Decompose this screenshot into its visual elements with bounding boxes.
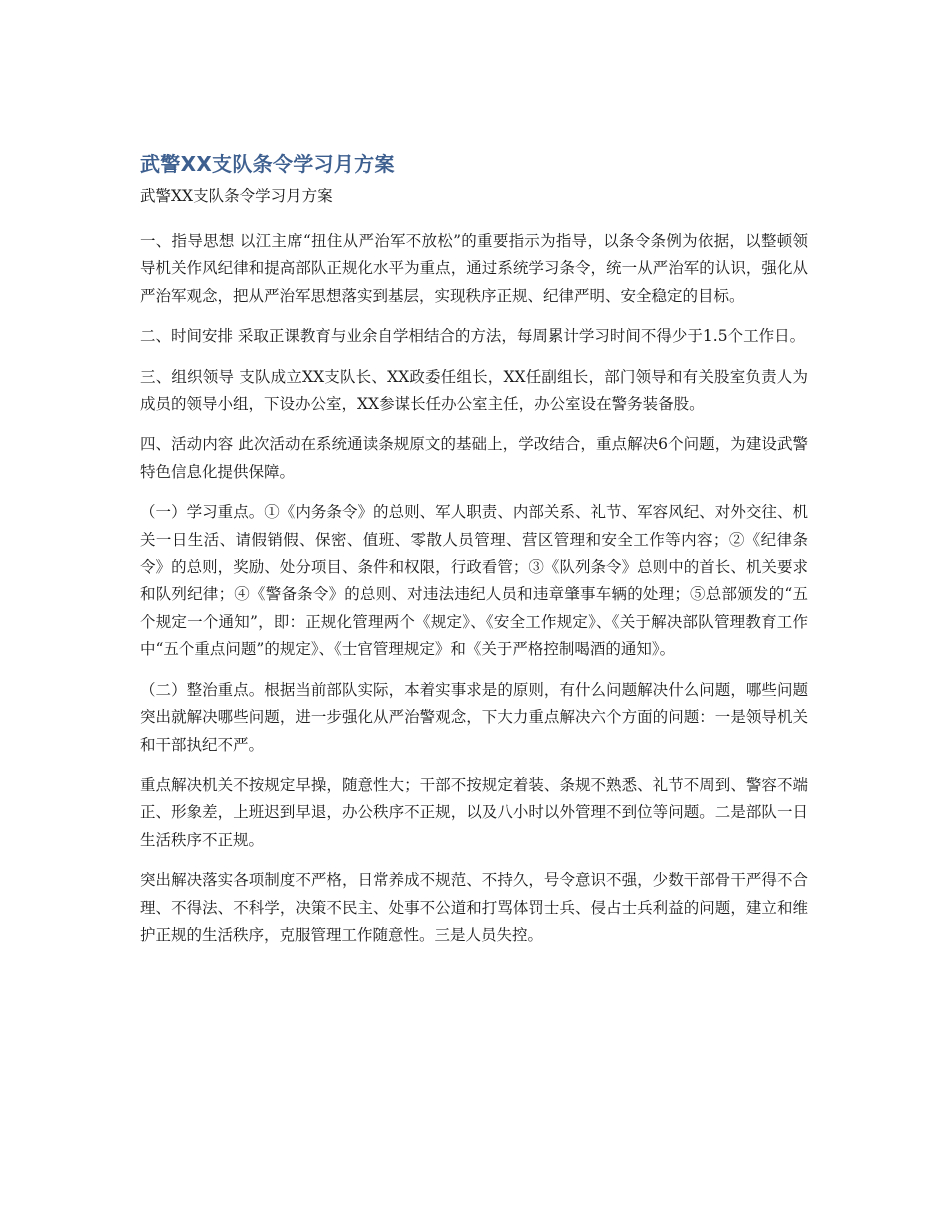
document-subtitle: 武警XX支队条令学习月方案 — [140, 187, 333, 205]
paragraph-activity-content: 四、活动内容 此次活动在系统通读条规原文的基础上，学改结合，重点解决6个问题，为建设武警特色信息化提供保障。 — [140, 435, 808, 481]
paragraph-study-focus: （一）学习重点。①《内务条令》的总则、军人职责、内部关系、礼节、军容风纪、对外交往、机关一日生活、请假销假、保密、值班、零散人员管理、营区管理和安全工作等内容；②《纪律条令》的总则，奖励、处分项目、条件和权限，行政看管；③《队列条令》总则中的首长、机关要求和队列纪律；④《警备条令》的总则、对违法违纪人员和违章肇事车辆的处理；⑤总部颁发的“五个规定一个通知”，即：正规化管理两个《规定》、《安全工作规定》、《关于解决部队管理教育工作中“五个重点问题”的规定》、《士官管理规定》和《关于严格控制喝酒的通知》。 — [140, 503, 808, 659]
paragraph-time-arrangement: 二、时间安排 采取正课教育与业余自学相结合的方法，每周累计学习时间不得少于1.5个工作日。 — [140, 327, 806, 346]
paragraph-guiding-ideology: 一、指导思想 以江主席“扭住从严治军不放松”的重要指示为指导，以条令条例为依据，以整顿领导机关作风纪律和提高部队正规化水平为重点，通过系统学习条令，统一从严治军的认识，强化从严治军观念，把从严治军思想落实到基层，实现秩序正规、纪律严明、安全稳定的目标。 — [140, 232, 808, 305]
paragraph-key-problems: 重点解决机关不按规定早操，随意性大；干部不按规定着装、条规不熟悉、礼节不周到、警容不端正、形象差，上班迟到早退，办公秩序不正规，以及八小时以外管理不到位等问题。二是部队一日生活秩序不正规。 — [140, 775, 808, 849]
document-title: 武警XX支队条令学习月方案 — [140, 152, 395, 176]
paragraph-rectification-focus: （二）整治重点。根据当前部队实际，本着实事求是的原则，有什么问题解决什么问题，哪些问题突出就解决哪些问题，进一步强化从严治警观念，下大力重点解决六个方面的问题：一是领导机关和干部执纪不严。 — [140, 680, 808, 754]
paragraph-organization-leadership: 三、组织领导 支队成立XX支队长、XX政委任组长，XX任副组长，部门领导和有关股室负责人为成员的领导小组，下设办公室，XX参谋长任办公室主任，办公室设在警务装备股。 — [140, 367, 808, 414]
paragraph-daily-order: 突出解决落实各项制度不严格，日常养成不规范、不持久，号令意识不强，少数干部骨干严得不合理、不得法、不科学，决策不民主、处事不公道和打骂体罚士兵、侵占士兵利益的问题，建立和维护正规的生活秩序，克服管理工作随意性。三是人员失控。 — [140, 871, 808, 944]
document-body — [140, 148, 808, 949]
